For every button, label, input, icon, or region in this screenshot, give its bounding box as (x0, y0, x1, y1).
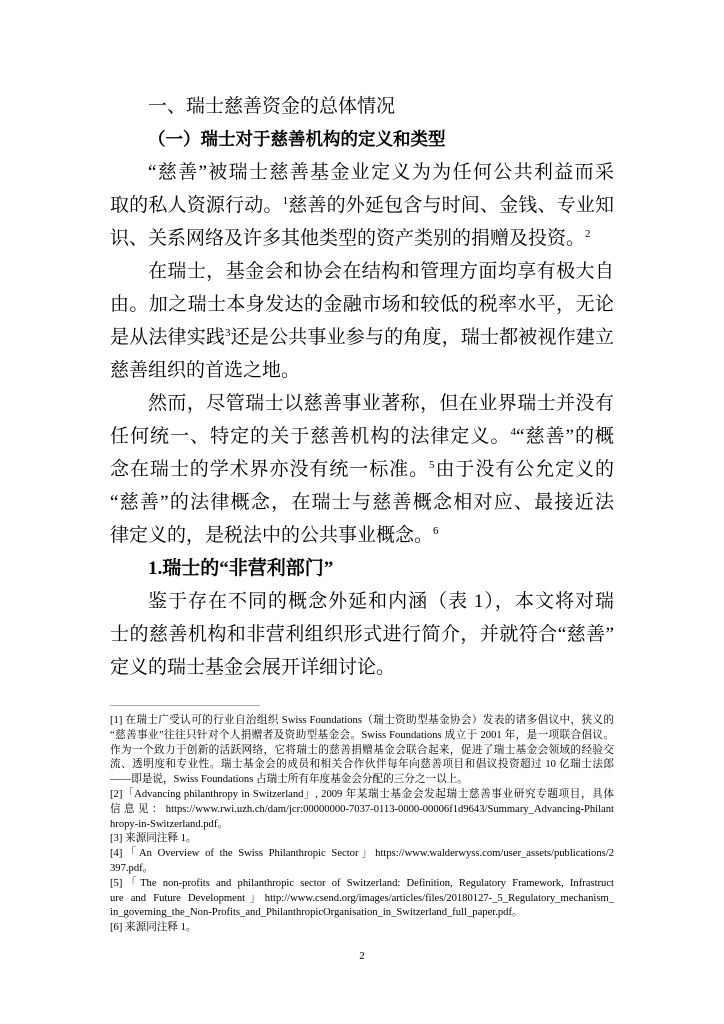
text-line (110, 519, 614, 552)
text-run: 来源同注释 1。 (125, 833, 197, 845)
text-run: 鉴于存在不同的概念外延和内涵（表 1），本文将对瑞 (148, 591, 614, 612)
footnote-line (110, 803, 614, 818)
text-run: 。 (512, 907, 523, 919)
text-run: 由于没有公允定义的 (434, 459, 614, 480)
footnote-line (110, 892, 614, 907)
text-run: “慈善”的法律概念，在瑞士与慈善概念相对应、最接近法 (110, 492, 614, 513)
text-line (110, 321, 614, 354)
footnote-line (110, 788, 614, 803)
text-line (110, 585, 614, 618)
paragraph (110, 585, 614, 684)
footnote-5 (110, 877, 614, 921)
footnote-line (110, 921, 614, 936)
text-run: 来源同注释 1。 (125, 922, 197, 934)
paragraph (110, 387, 614, 552)
footnote-label: [5] (110, 877, 123, 889)
footnote-url-link[interactable]: hropy-in-Switzerland.pdf (110, 818, 218, 830)
paragraph-group (110, 156, 614, 552)
text-line (110, 255, 614, 288)
text-run: 是从法律实践 (110, 327, 226, 348)
footnote-4 (110, 847, 614, 877)
footnote-url-link[interactable]: in_governing_the_Non-Profits_and_PhilanthropicOrganisation_in_Switzerland_full_paper.pdf (110, 907, 513, 919)
footnote-label: [4] (110, 848, 123, 860)
text-run: 念在瑞士的学术界亦没有统一标准。 (110, 459, 430, 480)
text-run: 还是公共事业参与的角度，瑞士都被视作建立 (230, 327, 614, 348)
footnote-line (110, 832, 614, 847)
text-line (110, 222, 614, 255)
footnote-label: [1] (110, 715, 126, 726)
text-run: ure and Future Development」 (110, 892, 265, 904)
text-run: 。 (142, 862, 154, 874)
footnote-line (110, 847, 614, 862)
footnote-url-link[interactable]: http://www.csend.org/images/articles/files/20180127-_5_Regulatory_mechanism_ (264, 892, 614, 904)
text-line (110, 288, 614, 321)
text-run: 然而，尽管瑞士以慈善事业著称，但在业界瑞士并没有 (148, 393, 614, 414)
text-run: 在瑞士，基金会和协会在结构和管理方面均享有极大自 (148, 261, 614, 282)
text-run: 慈善的外延包含与时间、金钱、专业知 (288, 195, 614, 216)
text-run: 由。加之瑞士本身发达的金融市场和较低的税率水平，无论 (110, 294, 614, 315)
footnote-2 (110, 788, 614, 832)
text-line (110, 420, 614, 453)
footnotes (110, 714, 614, 936)
paragraph (110, 156, 614, 255)
footnote-label: [3] (110, 833, 126, 845)
text-run: 律定义的，是税法中的公共事业概念。 (110, 525, 434, 546)
footnote-line (110, 744, 614, 759)
footnote-url-link[interactable]: https://www.walderwyss.com/user_assets/publications/2 (375, 848, 614, 860)
text-line (110, 651, 614, 684)
text-line (110, 486, 614, 519)
text-run: 作为一个致力于创新的活跃网络，它将瑞士的慈善捐赠基金会联合起来，促进了瑞士基金会领域的经验交 (110, 744, 614, 756)
footnote-label: [2] (110, 788, 123, 800)
text-run: 在瑞士广受认可的行业自治组织 Swiss Foundations（瑞士资助型基金协会）发表的诸多倡议中，狭义的 (125, 715, 614, 726)
text-run: 取的私人资源行动。 (110, 195, 283, 216)
footnote-ref-5-marker: 5 (429, 459, 435, 471)
footnote-line (110, 877, 614, 892)
footnote-line (110, 818, 614, 833)
footnote-line (110, 906, 614, 921)
footnote-line (110, 758, 614, 773)
text-run: 识、关系网络及许多其他类型的资产类别的捐赠及投资。 (110, 228, 586, 249)
footnote-url-link[interactable]: 397.pdf (110, 862, 143, 874)
text-run: 流、透明度和专业性。瑞士基金会的成员和相关合作伙伴每年向慈善项目和倡议投资超过 10 亿瑞士法郎 (110, 759, 614, 771)
text-run: 「Advancing philanthropy in Switzerland」, 2009 年某瑞士基金会发起瑞士慈善事业研究专题项目，具体 (122, 788, 614, 800)
footnote-line (110, 729, 614, 744)
subsection-heading: （一）瑞士对于慈善机构的定义和类型 (148, 129, 446, 149)
text-line (110, 156, 614, 189)
text-line (110, 387, 614, 420)
footnote-line (110, 714, 614, 729)
footnote-ref-4-marker: 4 (510, 426, 516, 438)
text-run: 。 (217, 818, 228, 830)
text-run: “慈善”被瑞士慈善基金业定义为为任何公共利益而采 (148, 162, 614, 183)
text-run: 定义的瑞士基金会展开详细讨论。 (110, 657, 396, 678)
text-run: “慈善事业”往往只针对个人捐赠者及资助型基金会。Swiss Foundations 成立于 2001 年，是一项联合倡议。 (110, 729, 614, 741)
body-text (110, 90, 614, 684)
text-run: ——即是说，Swiss Foundations 占瑞士所有年度基金会分配的三分之一以上。 (110, 774, 468, 786)
text-line (110, 189, 614, 222)
text-line (110, 453, 614, 486)
footnote-ref-1-marker: 1 (282, 195, 289, 207)
paragraph-group (110, 585, 614, 684)
footnote-ref-6-marker: 6 (433, 525, 439, 537)
footnote-line (110, 862, 614, 877)
footnote-6 (110, 921, 614, 936)
section-heading: 一、瑞士慈善资金的总体情况 (148, 95, 396, 117)
paragraph (110, 255, 614, 387)
text-line (110, 354, 614, 387)
text-run: 「The non-profits and philanthropic sector of Switzerland: Definition, Regulatory Framework, Infrastruct (122, 877, 614, 889)
text-run: 任何统一、特定的关于慈善机构的法律定义。 (110, 426, 511, 447)
subsubsection-heading: 1.瑞士的“非营利部门” (148, 558, 334, 579)
footnote-label: [6] (110, 922, 126, 934)
footnote-separator (110, 705, 260, 706)
footnote-url-link[interactable]: https://www.rwi.uzh.ch/dam/jcr:00000000-7037-0113-0000-00006f1d9643/Summary_Advancing-Philant (165, 803, 614, 815)
text-run: 信息见： (110, 803, 166, 815)
page-number: 2 (359, 950, 365, 962)
text-run: 慈善组织的首选之地。 (110, 360, 301, 381)
footnote-line (110, 773, 614, 788)
text-run: “慈善”的概 (516, 426, 614, 447)
footnote-1 (110, 714, 614, 788)
footnote-3 (110, 832, 614, 847)
text-run: 士的慈善机构和非营利组织形式进行简介，并就符合“慈善” (110, 624, 614, 645)
footnote-ref-2-marker: 2 (585, 228, 591, 240)
footnote-ref-3-marker: 3 (225, 327, 231, 339)
text-line (110, 618, 614, 651)
text-run: 「An Overview of the Swiss Philanthropic Sector」 (122, 848, 376, 860)
